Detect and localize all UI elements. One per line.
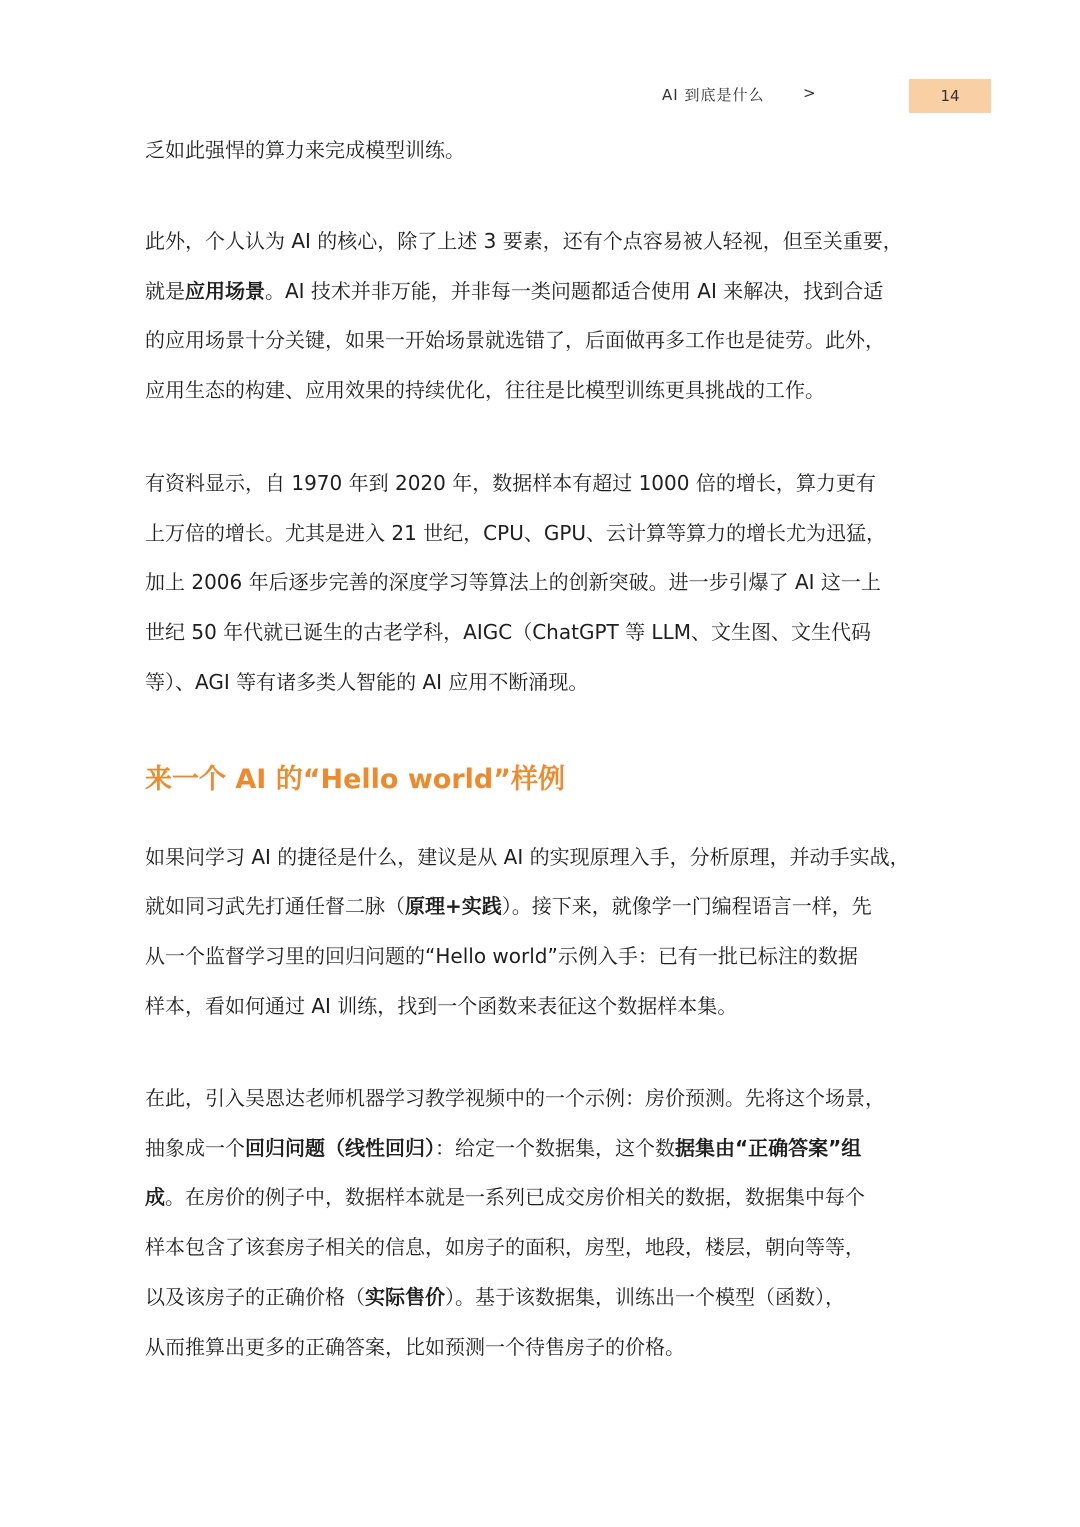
text-run: ）。基于该数据集，训练出一个模型（函数），	[445, 1285, 845, 1309]
paragraph-line: 应用生态的构建、应用效果的持续优化，往往是比模型训练更具挑战的工作。	[145, 378, 825, 402]
bold-text: 据集由“正确答案”组	[675, 1136, 862, 1160]
paragraph-line: 上万倍的增长。尤其是进入 21 世纪，CPU、GPU、云计算等算力的增长尤为迅猛，	[145, 521, 887, 545]
paragraph-line	[145, 1133, 945, 1163]
page-number: 14	[940, 87, 960, 105]
text-run: 。AI 技术并非万能，并非每一类问题都适合使用 AI 来解决，找到合适	[265, 279, 884, 303]
paragraph-line	[145, 1282, 945, 1312]
paragraph-line: 加上 2006 年后逐步完善的深度学习等算法上的创新突破。进一步引爆了 AI 这一上	[145, 570, 881, 594]
bold-text: 实际售价	[365, 1285, 445, 1309]
text-run: 以及该房子的正确价格（	[145, 1285, 365, 1309]
paragraph-line: 样本，看如何通过 AI 训练，找到一个函数来表征这个数据样本集。	[145, 994, 738, 1018]
section-heading: 来一个 AI 的“Hello world”样例	[145, 764, 565, 795]
chevron-right-icon: >	[803, 84, 816, 102]
page-number-badge	[909, 79, 991, 113]
text-run: 抽象成一个	[145, 1136, 245, 1160]
paragraph-line: 有资料显示，自 1970 年到 2020 年，数据样本有超过 1000 倍的增长，算力更有	[145, 471, 876, 495]
text-run: 就是	[145, 279, 185, 303]
text-run: 。在房价的例子中，数据样本就是一系列已成交房价相关的数据，数据集中每个	[165, 1185, 865, 1209]
text-run: 就如同习武先打通任督二脉（	[145, 894, 405, 918]
paragraph-line: 的应用场景十分关键，如果一开始场景就选错了，后面做再多工作也是徒劳。此外，	[145, 328, 885, 352]
chapter-title: AI 到底是什么	[662, 86, 765, 104]
paragraph-line: 此外，个人认为 AI 的核心，除了上述 3 要素，还有个点容易被人轻视，但至关重要，	[145, 229, 903, 253]
bold-text: 应用场景	[185, 279, 265, 303]
paragraph-line	[145, 1182, 945, 1212]
paragraph-line	[145, 891, 945, 921]
bold-text: 成	[145, 1185, 165, 1209]
paragraph-line: 乏如此强悍的算力来完成模型训练。	[145, 138, 465, 162]
paragraph-line: 样本包含了该套房子相关的信息，如房子的面积，房型，地段，楼层，朝向等等，	[145, 1235, 865, 1259]
page-header	[0, 0, 1080, 140]
paragraph-line: 如果问学习 AI 的捷径是什么，建议是从 AI 的实现原理入手，分析原理，并动手实战，	[145, 845, 910, 869]
paragraph-line: 等）、AGI 等有诸多类人智能的 AI 应用不断涌现。	[145, 670, 589, 694]
paragraph-line	[145, 276, 945, 306]
paragraph-line: 从而推算出更多的正确答案，比如预测一个待售房子的价格。	[145, 1335, 685, 1359]
bold-text: 回归问题（线性回归）	[245, 1136, 435, 1160]
paragraph-line: 世纪 50 年代就已诞生的古老学科，AIGC（ChatGPT 等 LLM、文生图、文生代码	[145, 620, 871, 644]
paragraph-line: 从一个监督学习里的回归问题的“Hello world”示例入手：已有一批已标注的数据	[145, 944, 858, 968]
paragraph-line: 在此，引入吴恩达老师机器学习教学视频中的一个示例：房价预测。先将这个场景，	[145, 1086, 885, 1110]
text-run: ）。接下来，就像学一门编程语言一样，先	[501, 894, 872, 918]
bold-text: 原理+实践	[405, 894, 502, 918]
text-run: ：给定一个数据集，这个数	[435, 1136, 675, 1160]
